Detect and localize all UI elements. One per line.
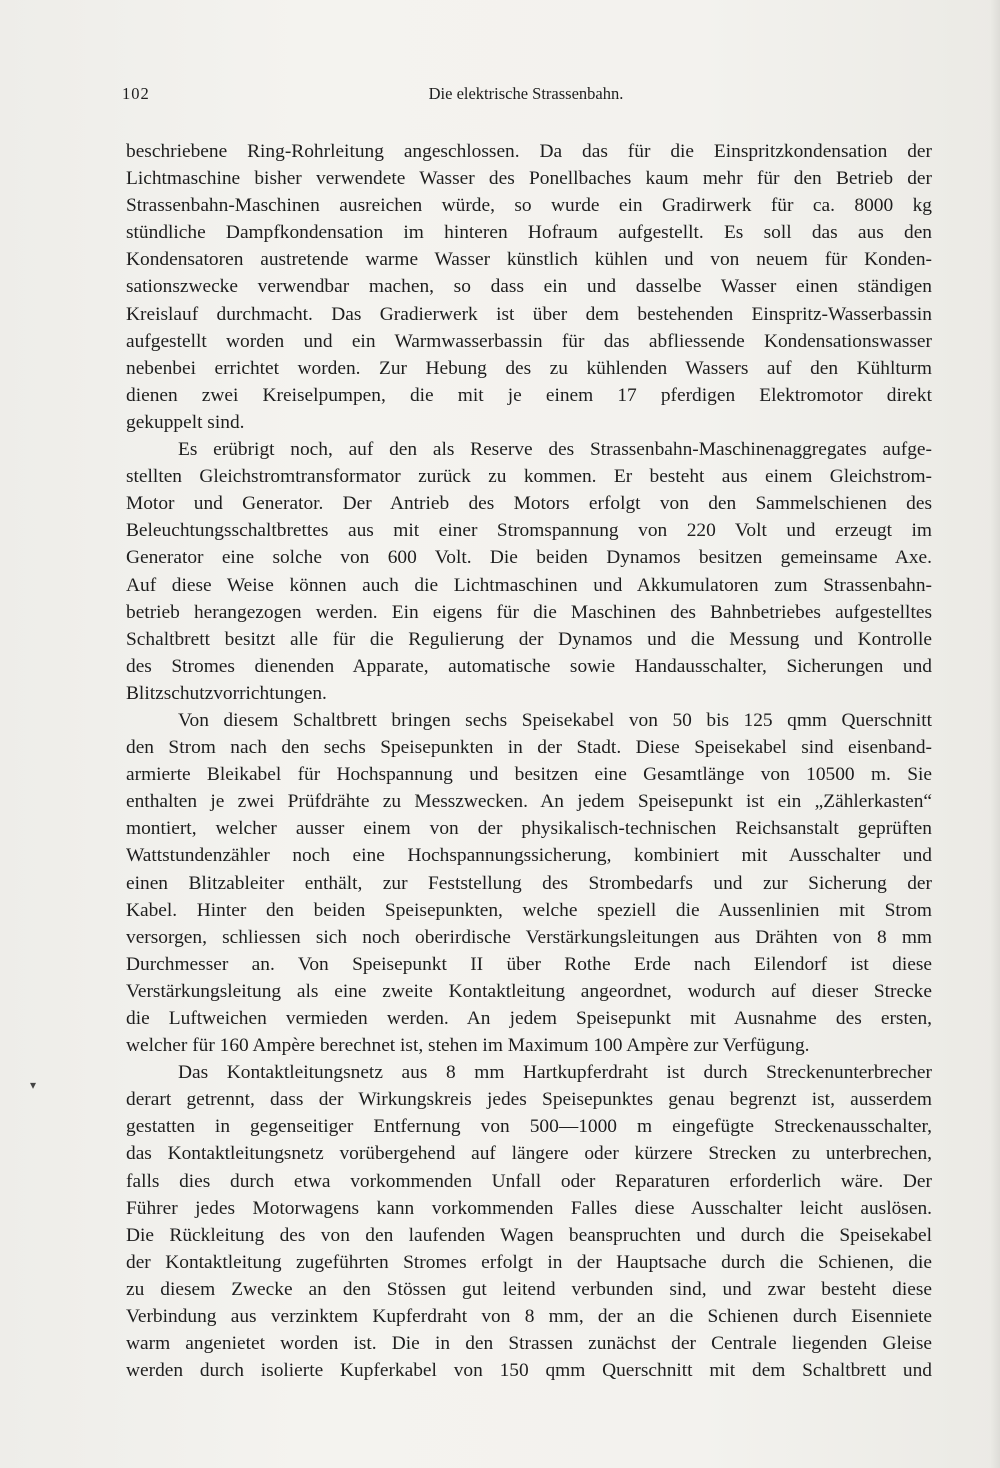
text-line: gekuppelt sind. [126,411,245,433]
text-line: Lichtmaschine bisher verwendete Wasser des Ponellbaches kaum mehr für den Betrieb der [126,168,932,190]
running-title: Die elektrische Strassenbahn. [428,84,624,103]
body-text [126,138,932,1384]
text-line: sationszwecke verwendbar machen, so dass ein und dasselbe Wasser einen ständigen [126,276,932,298]
text-line: falls dies durch etwa vorkommenden Unfall oder Reparaturen erforderlich wäre. Der [126,1170,932,1192]
text-line: welcher für 160 Ampère berechnet ist, stehen im Maximum 100 Ampère zur Verfügung. [126,1035,810,1057]
text-line: Das Kontaktleitungsnetz aus 8 mm Hartkupferdraht ist durch Streckenunterbrecher [178,1062,932,1084]
text-line: Kondensatoren austretende warme Wasser künstlich kühlen und von neuem für Konden- [126,249,932,271]
text-line: aufgestellt worden und ein Warmwasserbassin für das abfliessende Kondensationswasser [126,330,932,352]
text-line: derart getrennt, dass der Wirkungskreis jedes Speisepunktes genau begrenzt ist, ausserdem [126,1089,932,1111]
text-line: versorgen, schliessen sich noch oberirdische Verstärkungsleitungen aus Drähten von 8 mm [126,926,932,948]
text-line: Generator eine solche von 600 Volt. Die beiden Dynamos besitzen gemeinsame Axe. [126,547,932,569]
text-line: Motor und Generator. Der Antrieb des Motors erfolgt von den Sammelschienen des [126,493,932,515]
text-line: Auf diese Weise können auch die Lichtmaschinen und Akkumulatoren zum Strassenbahn- [126,574,932,596]
text-line: werden durch isolierte Kupferkabel von 150 qmm Querschnitt mit dem Schaltbrett und [126,1360,932,1382]
text-line: Führer jedes Motorwagens kann vorkommenden Falles diese Ausschalter leicht auslösen. [126,1197,932,1219]
text-line: Verbindung aus verzinktem Kupferdraht von 8 mm, der an die Schienen durch Eisenniete [126,1306,932,1328]
text-line: Verstärkungsleitung als eine zweite Kontaktleitung angeordnet, wodurch auf dieser Strecke [126,980,932,1002]
text-line: Blitzschutzvorrichtungen. [126,682,327,704]
text-line: Wattstundenzähler noch eine Hochspannungssicherung, kombiniert mit Ausschalter und [126,845,932,867]
text-line: montiert, welcher ausser einem von der physikalisch-technischen Reichsanstalt geprüften [126,818,932,840]
text-line: das Kontaktleitungsnetz vorübergehend auf längere oder kürzere Strecken zu unterbrechen, [126,1143,932,1165]
text-line: Kabel. Hinter den beiden Speisepunkten, welche speziell die Aussenlinien mit Strom [126,899,932,921]
text-line: stündliche Dampfkondensation im hinteren Hofraum aufgestellt. Es soll das aus den [126,222,932,244]
text-line: beschriebene Ring-Rohrleitung angeschlossen. Da das für die Einspritzkondensation der [126,141,932,162]
text-line: zu diesem Zwecke an den Stössen gut leitend verbunden sind, und zwar besteht diese [126,1278,932,1300]
text-line: armierte Bleikabel für Hochspannung und besitzen eine Gesamtlänge von 10500 m. Sie [126,764,932,786]
text-line: Durchmesser an. Von Speisepunkt II über Rothe Erde nach Eilendorf ist diese [126,953,932,975]
text-line: nebenbei errichtet worden. Zur Hebung des zu kühlenden Wassers auf den Kühlturm [126,357,932,379]
text-line: die Luftweichen vermieden werden. An jedem Speisepunkt mit Ausnahme des ersten, [126,1008,932,1029]
text-line: gestatten in gegenseitiger Entfernung von 500—1000 m eingefügte Streckenausschalter, [126,1116,932,1138]
text-line: Die Rückleitung des von den laufenden Wagen beanspruchten und durch die Speisekabel [126,1224,932,1246]
page-number: 102 [122,84,150,103]
text-line: warm angenietet worden ist. Die in den Strassen zunächst der Centrale liegenden Gleise [126,1333,932,1355]
text-line: Kreislauf durchmacht. Das Gradierwerk ist über dem bestehenden Einspritz-Wasserbassin [126,303,932,325]
text-line: Strassenbahn-Maschinen ausreichen würde, so wurde ein Gradirwerk für ca. 8000 kg [126,195,932,217]
text-line: den Strom nach den sechs Speisepunkten in der Stadt. Diese Speisekabel sind eisenband- [126,737,932,759]
text-line: Beleuchtungsschaltbrettes aus mit einer Stromspannung von 220 Volt und erzeugt im [126,520,932,542]
text-line: enthalten je zwei Prüfdrähte zu Messzwecken. An jedem Speisepunkt ist ein „Zählerkasten“ [126,791,932,813]
page-edge-shadow [990,0,1000,1468]
text-line: dienen zwei Kreiselpumpen, die mit je einem 17 pferdigen Elektromotor direkt [126,384,932,406]
text-line: Von diesem Schaltbrett bringen sechs Speisekabel von 50 bis 125 qmm Querschnitt [178,709,932,731]
text-line: Schaltbrett besitzt alle für die Regulierung der Dynamos und die Messung und Kontrolle [126,628,932,650]
text-line: einen Blitzableiter enthält, zur Feststellung des Strombedarfs und zur Sicherung der [126,872,932,894]
margin-mark-icon: ▾ [30,1078,37,1092]
text-line: des Stromes dienenden Apparate, automatische sowie Handausschalter, Sicherungen und [126,655,932,677]
text-line: betrieb herangezogen werden. Ein eigens für die Maschinen des Bahnbetriebes aufgestelltes [126,601,932,623]
text-line: Es erübrigt noch, auf den als Reserve des Strassenbahn-Maschinenaggregates aufge- [178,439,932,461]
text-line: der Kontaktleitung zugeführten Stromes erfolgt in der Hauptsache durch die Schienen, die [126,1251,932,1273]
text-line: stellten Gleichstromtransformator zurück zu kommen. Er besteht aus einem Gleichstrom- [126,466,932,488]
page-header [122,84,930,110]
